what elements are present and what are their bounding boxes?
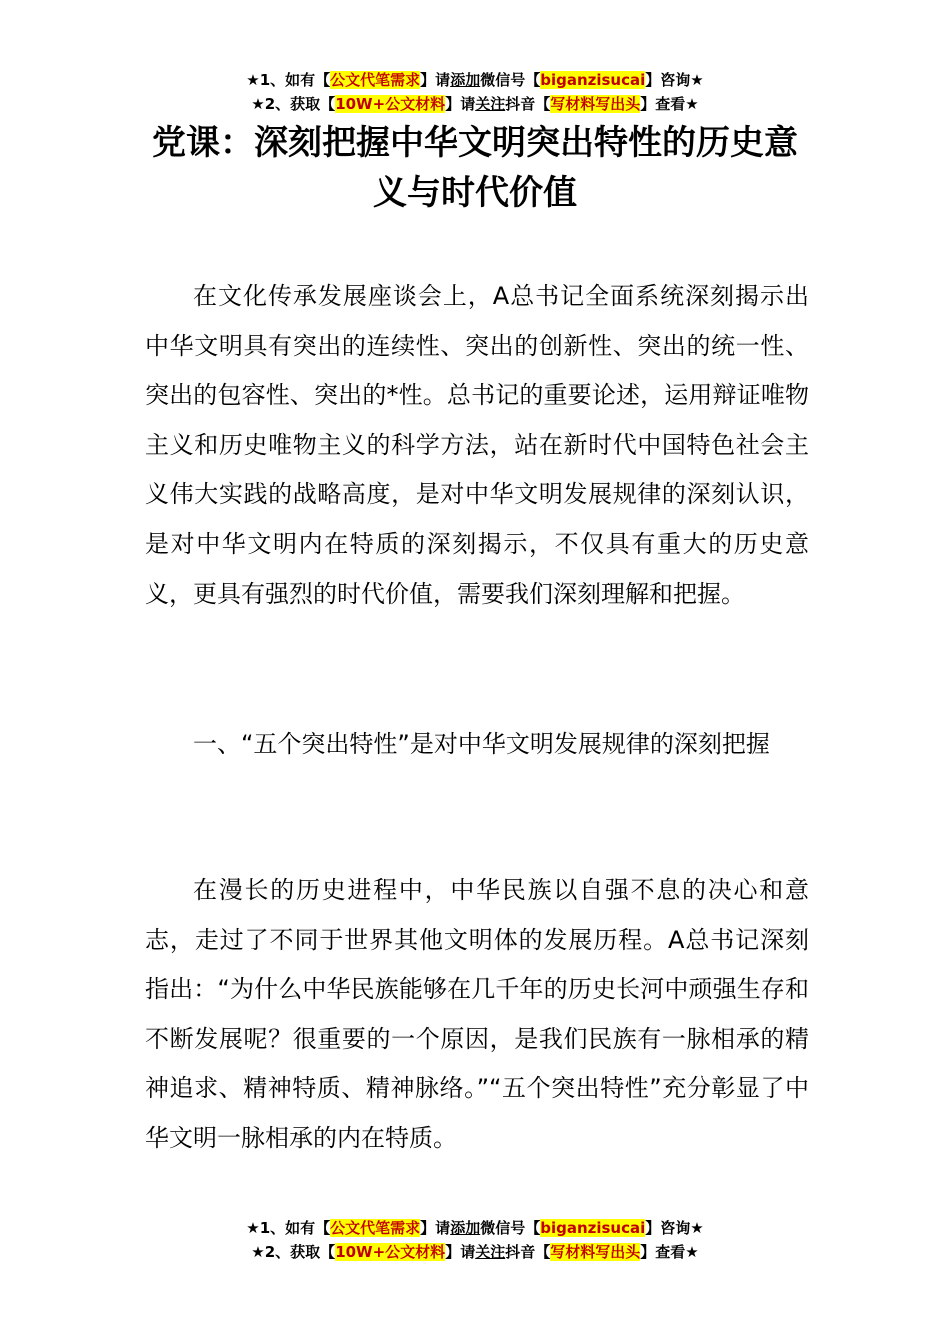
paragraph-section-1	[145, 866, 809, 1164]
banner-highlight: 公文代笔需求	[330, 1219, 421, 1237]
banner-text: 】请	[420, 1219, 451, 1237]
banner-underline: 添加	[450, 71, 481, 89]
banner-highlight: 写材料写出头	[550, 95, 641, 113]
banner-text: 】请	[420, 71, 451, 89]
banner-text: ★1、如有【	[246, 71, 331, 89]
section-heading-1	[145, 720, 809, 770]
banner-text: 微信号【	[480, 71, 541, 89]
paragraph-intro	[145, 272, 809, 619]
banner-highlight: 写材料写出头	[550, 1243, 641, 1261]
document-title: 党课：深刻把握中华文明突出特性的历史意义与时代价值	[152, 123, 798, 213]
banner-highlight: biganzisucai	[540, 71, 646, 89]
paragraph-text: 在漫长的历史进程中，中华民族以自强不息的决心和意志，走过了不同于世界其他文明体的发展历程。A总书记深刻指出：“为什么中华民族能够在几千年的历史长河中顽强生存和不断发展呢？很重要的一个原因，是我们民族有一脉相承的精神追求、精神特质、精神脉络。”“五个突出特性”充分彰显了中华文明一脉相承的内在特质。	[145, 876, 809, 1152]
banner-text: 】查看★	[640, 1243, 699, 1261]
heading-text: 一、“五个突出特性”是对中华文明发展规律的深刻把握	[193, 730, 770, 758]
banner-underline: 关注	[475, 95, 506, 113]
banner-text: 】请	[445, 95, 476, 113]
banner-highlight: 10W+公文材料	[335, 95, 446, 113]
banner-text: 】请	[445, 1243, 476, 1261]
banner-text: 抖音【	[505, 95, 551, 113]
banner-text: ★1、如有【	[246, 1219, 331, 1237]
paragraph-text: 在文化传承发展座谈会上，A总书记全面系统深刻揭示出中华文明具有突出的连续性、突出的创新性、突出的统一性、突出的包容性、突出的*性。总书记的重要论述，运用辩证唯物主义和历史唯物主义的科学方法，站在新时代中国特色社会主义伟大实践的战略高度，是对中华文明发展规律的深刻认识，是对中华文明内在特质的深刻揭示，不仅具有重大的历史意义，更具有强烈的时代价值，需要我们深刻理解和把握。	[145, 282, 809, 608]
banner-line-1	[0, 68, 950, 92]
banner-text: 】咨询★	[645, 71, 704, 89]
banner-line-2	[0, 92, 950, 116]
banner-text: ★2、获取【	[251, 95, 336, 113]
banner-underline: 关注	[475, 1243, 506, 1261]
banner-highlight: 10W+公文材料	[335, 1243, 446, 1261]
banner-text: 】咨询★	[645, 1219, 704, 1237]
banner-line-2	[0, 1240, 950, 1264]
banner-text: ★2、获取【	[251, 1243, 336, 1261]
banner-text: 抖音【	[505, 1243, 551, 1261]
banner-text: 微信号【	[480, 1219, 541, 1237]
banner-line-1	[0, 1216, 950, 1240]
banner-text: 】查看★	[640, 95, 699, 113]
bottom-banner	[0, 1216, 950, 1264]
banner-underline: 添加	[450, 1219, 481, 1237]
top-banner	[0, 68, 950, 116]
banner-highlight: biganzisucai	[540, 1219, 646, 1237]
banner-highlight: 公文代笔需求	[330, 71, 421, 89]
